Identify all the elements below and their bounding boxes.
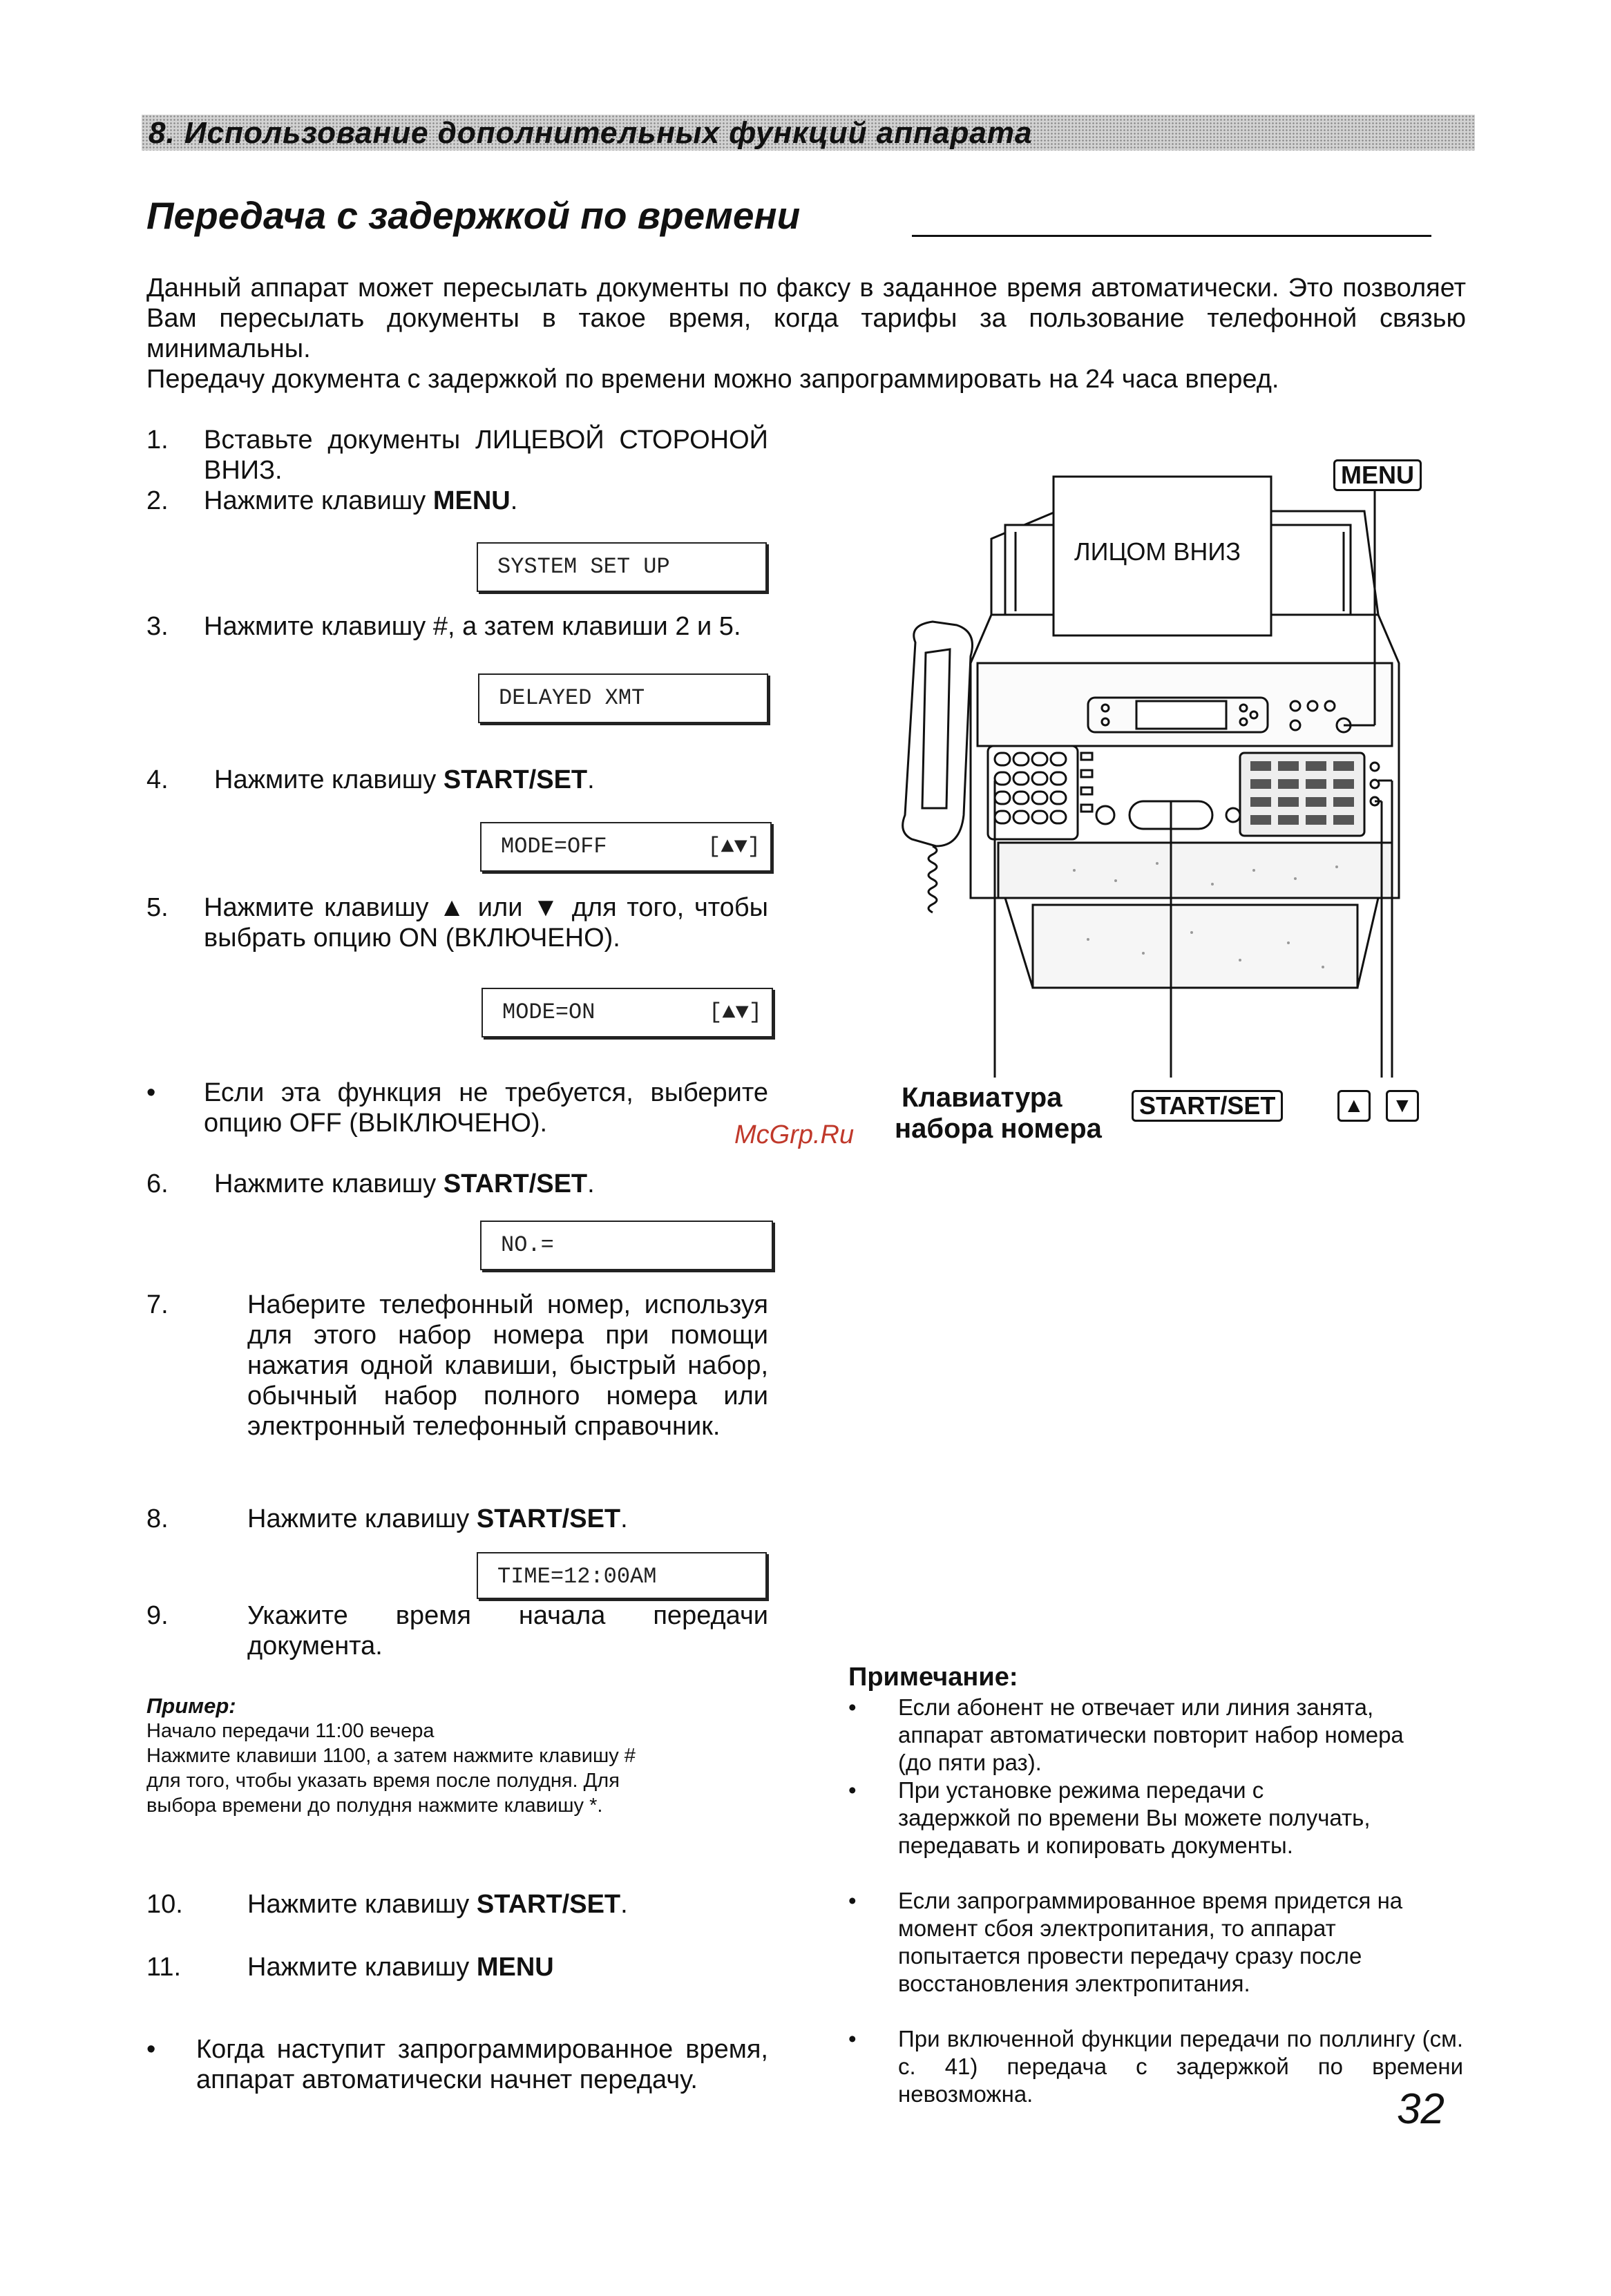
step-5 bbox=[146, 892, 768, 953]
step-6 bbox=[146, 1169, 768, 1199]
start-set-key-label: START/SET bbox=[1132, 1090, 1283, 1122]
bullet-dot: • bbox=[848, 1777, 857, 1803]
arrow-down-key-label: ▼ bbox=[1386, 1090, 1419, 1122]
lcd-text: MODE=ON bbox=[502, 999, 595, 1025]
note-item bbox=[848, 1887, 1463, 1998]
step-text: Нажмите клавишу #, а затем клавиши 2 и 5. bbox=[204, 612, 741, 641]
note-item bbox=[848, 1777, 1463, 1859]
step-text: Нажмите клавишу bbox=[247, 1890, 477, 1919]
arrow-up-key-label: ▲ bbox=[1337, 1090, 1371, 1122]
bullet-off-option bbox=[146, 1078, 768, 1138]
step-number: 8. bbox=[146, 1504, 169, 1533]
note-item bbox=[848, 2025, 1463, 2108]
step-number: 2. bbox=[146, 486, 169, 515]
step-number: 10. bbox=[146, 1890, 183, 1919]
note-text: При установке режима передачи с задержкой по времени Вы можете получать, передавать и копировать документы. bbox=[898, 1777, 1371, 1858]
step-text-end: . bbox=[510, 486, 518, 515]
lcd-arrows: [▲▼] bbox=[707, 834, 761, 859]
step-number: 5. bbox=[146, 893, 169, 922]
page-title: Передача с задержкой по времени bbox=[146, 194, 801, 237]
step-text: Наберите телефонный номер, используя для этого набор номера при помощи нажатия одной клавиши, быстрый набор, обычный набор полного номера или электронный телефонный справочник. bbox=[247, 1290, 768, 1441]
key-name: START/SET bbox=[443, 1169, 588, 1198]
step-text: Нажмите клавишу bbox=[247, 1953, 477, 1982]
step-text-end: . bbox=[620, 1890, 628, 1919]
step-text-end: . bbox=[587, 1169, 595, 1198]
step-text: Нажмите клавишу bbox=[204, 486, 433, 515]
step-text: Укажите время начала передачи документа. bbox=[247, 1601, 768, 1661]
step-text-end: . bbox=[620, 1504, 628, 1533]
step-text-end: . bbox=[587, 765, 595, 794]
step-text: Нажмите клавишу bbox=[214, 765, 444, 794]
note-text: Если абонент не отвечает или линия занята, аппарат автоматически повторит набор номера (до пяти раз). bbox=[898, 1694, 1404, 1775]
note-text: Если запрограммированное время придется на момент сбоя электропитания, то аппарат попытается провести передачу сразу после восстановления электропитания. bbox=[898, 1888, 1403, 1996]
menu-key-label: MENU bbox=[1333, 459, 1422, 491]
key-name: START/SET bbox=[443, 765, 588, 794]
step-9 bbox=[146, 1600, 768, 1661]
step-text: Нажмите клавишу ▲ или ▼ для того, чтобы выбрать опцию ON (ВКЛЮЧЕНО). bbox=[204, 893, 768, 953]
keypad-label-line2: набора номера bbox=[895, 1113, 1102, 1144]
step-3 bbox=[146, 611, 768, 642]
intro-paragraph-2: Передачу документа с задержкой по времени можно запрограммировать на 24 часа вперед. bbox=[146, 365, 1279, 394]
key-name: START/SET bbox=[476, 1504, 621, 1533]
bullet-dot: • bbox=[848, 1694, 857, 1720]
lcd-arrows: [▲▼] bbox=[709, 999, 762, 1025]
bullet-dot: • bbox=[146, 2035, 156, 2064]
watermark: McGrp.Ru bbox=[734, 1120, 855, 1149]
example-line: выбора времени до полудня нажмите клавишу *. bbox=[146, 1795, 603, 1817]
intro bbox=[146, 273, 1466, 394]
intro-paragraph-1: Данный аппарат может пересылать документы по факсу в заданное время автоматически. Это позволяет Вам пересылать документы в такое время, когда тарифы за пользование телефонной связью минимальны. bbox=[146, 274, 1466, 363]
bullet-text: Когда наступит запрограммированное время, аппарат автоматически начнет передачу. bbox=[196, 2035, 768, 2094]
step-text: Нажмите клавишу bbox=[214, 1169, 444, 1198]
section-header bbox=[142, 115, 1475, 151]
lcd-text: DELAYED XMT bbox=[499, 685, 645, 711]
example-line: Нажмите клавиши 1100, а затем нажмите клавишу # bbox=[146, 1745, 636, 1767]
example-line: Начало передачи 11:00 вечера bbox=[146, 1720, 435, 1742]
key-name: START/SET bbox=[476, 1890, 621, 1919]
note-text: При включенной функции передачи по поллингу (см. с. 41) передача с задержкой по времени невозможна. bbox=[898, 2026, 1463, 2107]
section-header-title: 8. Использование дополнительных функций аппарата bbox=[149, 116, 1033, 150]
page-number: 32 bbox=[1397, 2085, 1445, 2133]
step-11 bbox=[146, 1952, 768, 1982]
title-underline bbox=[912, 235, 1431, 237]
paper-label: ЛИЦОМ ВНИЗ bbox=[1074, 537, 1241, 566]
step-text: Нажмите клавишу bbox=[247, 1504, 477, 1533]
note-title: Примечание: bbox=[848, 1663, 1018, 1692]
step-2 bbox=[146, 486, 768, 516]
step-number: 7. bbox=[146, 1290, 169, 1319]
step-number: 1. bbox=[146, 425, 169, 455]
example-block bbox=[146, 1694, 768, 1818]
lcd-display-time bbox=[477, 1552, 767, 1599]
step-8 bbox=[146, 1504, 768, 1534]
bullet-dot: • bbox=[146, 1078, 156, 1107]
key-name: MENU bbox=[476, 1953, 554, 1982]
lcd-text: SYSTEM SET UP bbox=[497, 554, 670, 580]
bullet-dot: • bbox=[848, 2026, 857, 2051]
lcd-text: NO.= bbox=[501, 1232, 554, 1258]
step-10 bbox=[146, 1889, 768, 1920]
bullet-dot: • bbox=[848, 1888, 857, 1913]
bullet-auto-start bbox=[146, 2034, 768, 2095]
step-number: 11. bbox=[146, 1953, 182, 1982]
step-1 bbox=[146, 425, 768, 486]
step-number: 9. bbox=[146, 1601, 169, 1630]
example-heading: Пример: bbox=[146, 1694, 236, 1718]
lcd-text: MODE=OFF bbox=[501, 834, 607, 859]
key-name: MENU bbox=[432, 486, 511, 515]
bullet-text: Если эта функция не требуется, выберите опцию OFF (ВЫКЛЮЧЕНО). bbox=[204, 1078, 768, 1138]
example-line: для того, чтобы указать время после полудня. Для bbox=[146, 1770, 620, 1792]
step-text: Вставьте документы ЛИЦЕВОЙ СТОРОНОЙ ВНИЗ. bbox=[204, 425, 768, 485]
lcd-display-mode-off bbox=[480, 822, 772, 872]
step-number: 3. bbox=[146, 612, 169, 641]
step-number: 6. bbox=[146, 1169, 169, 1198]
lcd-display-system-set-up bbox=[477, 542, 767, 592]
step-7 bbox=[146, 1290, 768, 1442]
lcd-display-number bbox=[480, 1221, 773, 1270]
lcd-text: TIME=12:00AM bbox=[497, 1564, 657, 1589]
step-number: 4. bbox=[146, 765, 169, 794]
keypad-label-line1: Клавиатура bbox=[902, 1082, 1062, 1113]
step-4 bbox=[146, 765, 768, 795]
lcd-display-mode-on bbox=[482, 988, 773, 1037]
lcd-display-delayed-xmt bbox=[478, 673, 768, 723]
note-item bbox=[848, 1694, 1463, 1777]
